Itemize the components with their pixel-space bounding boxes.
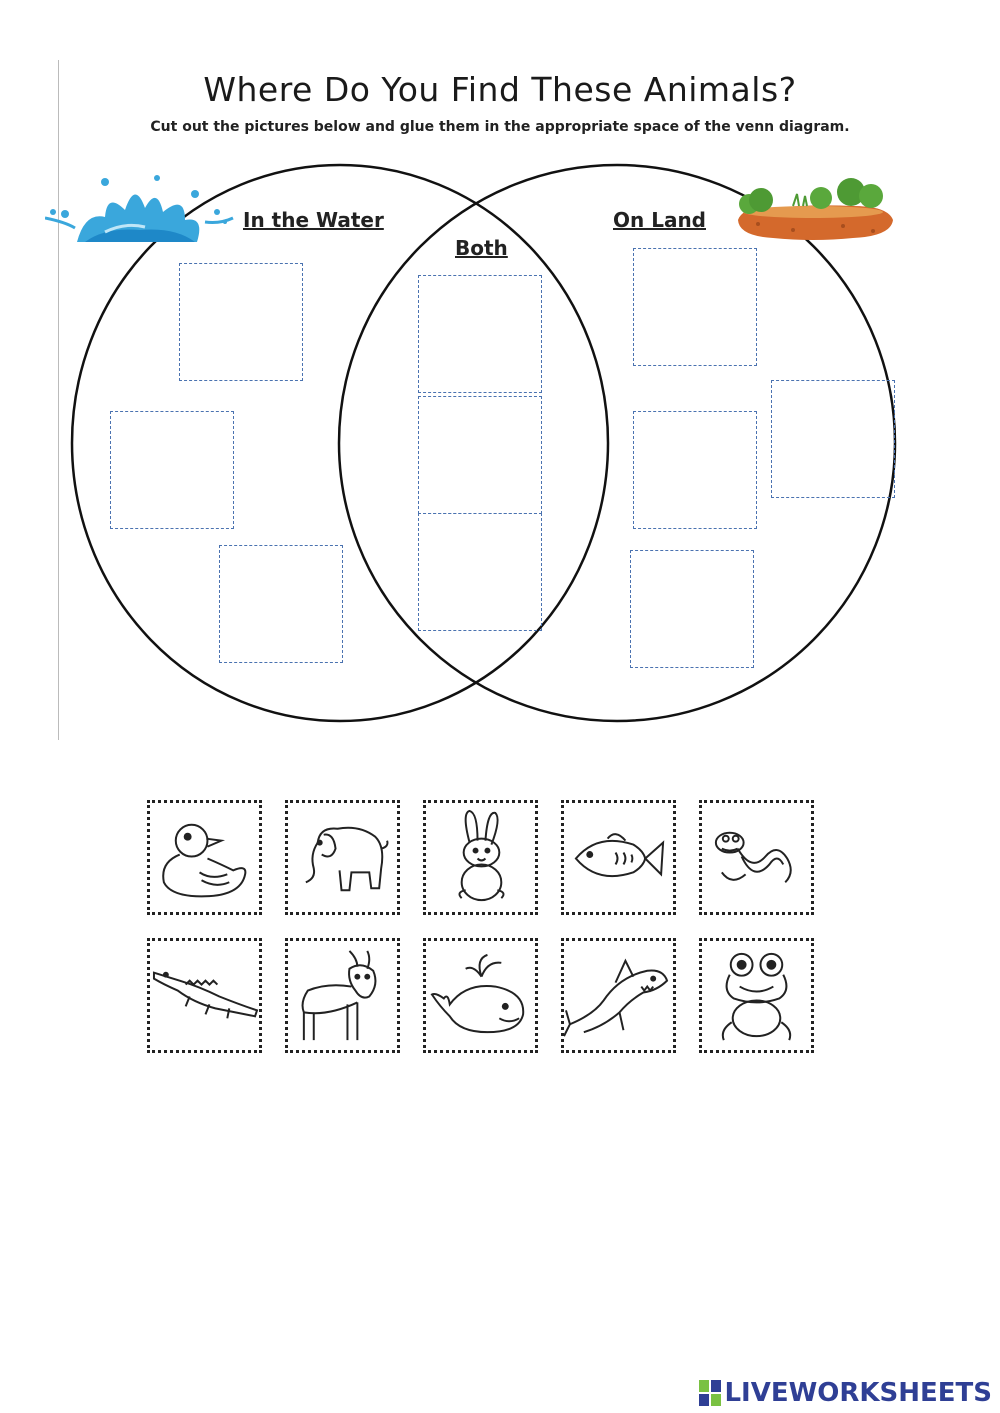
elephant-card[interactable] xyxy=(285,800,400,915)
page-title: Where Do You Find These Animals? xyxy=(203,70,797,109)
fish-icon xyxy=(564,803,673,912)
land-drop-zone[interactable] xyxy=(633,248,757,366)
water-drop-zone[interactable] xyxy=(179,263,303,381)
land-dirt-icon xyxy=(733,176,896,244)
frog-icon xyxy=(702,941,811,1050)
label-on-land: On Land xyxy=(613,208,706,232)
label-both: Both xyxy=(455,236,508,260)
crocodile-card[interactable] xyxy=(147,938,262,1053)
both-drop-zone[interactable] xyxy=(418,396,542,514)
both-drop-zone[interactable] xyxy=(418,513,542,631)
goat-card[interactable] xyxy=(285,938,400,1053)
land-drop-zone[interactable] xyxy=(630,550,754,668)
both-drop-zone[interactable] xyxy=(418,275,542,393)
elephant-icon xyxy=(288,803,397,912)
liveworksheets-logo-icon xyxy=(699,1380,721,1406)
fish-card[interactable] xyxy=(561,800,676,915)
duck-card[interactable] xyxy=(147,800,262,915)
goat-icon xyxy=(288,941,397,1050)
frog-card[interactable] xyxy=(699,938,814,1053)
snake-card[interactable] xyxy=(699,800,814,915)
land-drop-zone[interactable] xyxy=(633,411,757,529)
liveworksheets-logo xyxy=(699,1378,992,1408)
whale-icon xyxy=(426,941,535,1050)
shark-icon xyxy=(564,941,673,1050)
water-splash-icon xyxy=(45,172,235,250)
crocodile-icon xyxy=(150,941,259,1050)
water-drop-zone[interactable] xyxy=(110,411,234,529)
label-in-the-water: In the Water xyxy=(243,208,384,232)
instructions-text: Cut out the pictures below and glue them in the appropriate space of the venn diagram. xyxy=(150,119,850,135)
shark-card[interactable] xyxy=(561,938,676,1053)
rabbit-icon xyxy=(426,803,535,912)
brand-name: LIVEWORKSHEETS xyxy=(724,1378,992,1408)
land-drop-zone[interactable] xyxy=(771,380,895,498)
water-drop-zone[interactable] xyxy=(219,545,343,663)
whale-card[interactable] xyxy=(423,938,538,1053)
duck-icon xyxy=(150,803,259,912)
snake-icon xyxy=(702,803,811,912)
rabbit-card[interactable] xyxy=(423,800,538,915)
